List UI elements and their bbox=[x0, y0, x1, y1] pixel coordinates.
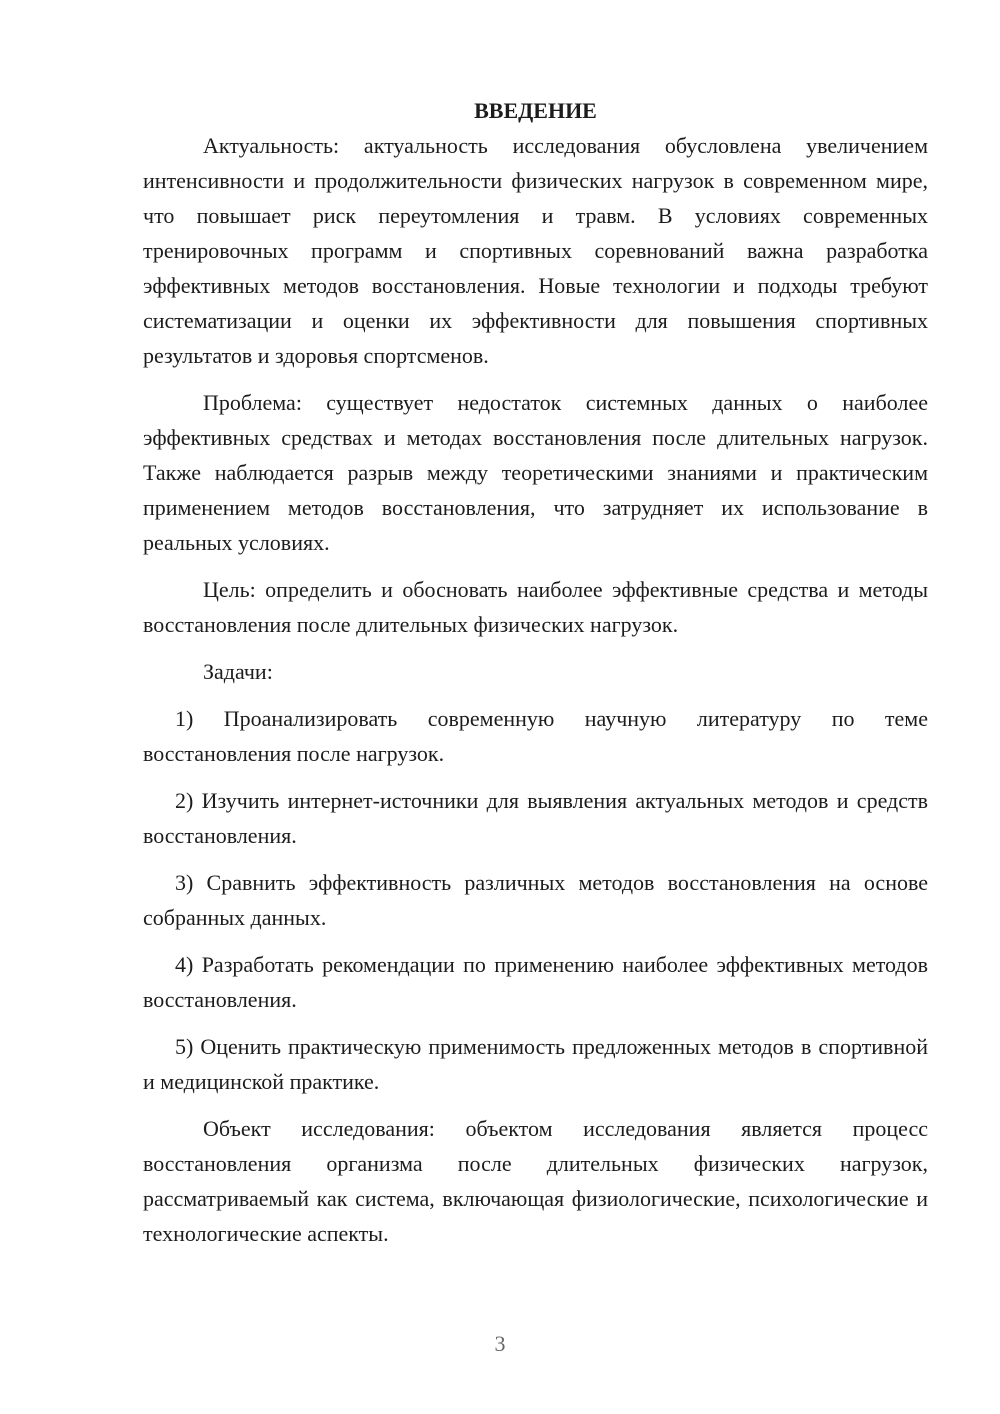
task-item-1: 1) Проанализировать современную научную литературу по теме восстановления после нагрузок. bbox=[143, 706, 928, 766]
task-item-5: 5) Оценить практическую применимость предложенных методов в спортивной и медицинской практике. bbox=[143, 1034, 928, 1094]
problem-paragraph: Проблема: существует недостаток системных данных о наиболее эффективных средствах и методах восстановления после длительных нагрузок. Также наблюдается разрыв между теоретическими знаниями и практическим применением методов восстановления, что затрудняет их использование в реальных условиях. bbox=[143, 390, 928, 555]
section-title: ВВЕДЕНИЕ bbox=[474, 98, 597, 123]
task-item-4: 4) Разработать рекомендации по применению наиболее эффективных методов восстановления. bbox=[143, 952, 928, 1012]
task-item-2: 2) Изучить интернет-источники для выявления актуальных методов и средств восстановления. bbox=[143, 788, 928, 848]
goal-paragraph: Цель: определить и обосновать наиболее эффективные средства и методы восстановления после длительных физических нагрузок. bbox=[143, 577, 928, 637]
object-paragraph: Объект исследования: объектом исследования является процесс восстановления организма после длительных физических нагрузок, рассматриваемый как система, включающая физиологические, психологические и технологические аспекты. bbox=[143, 1116, 928, 1246]
relevance-paragraph: Актуальность: актуальность исследования обусловлена увеличением интенсивности и продолжительности физических нагрузок в современном мире, что повышает риск переутомления и травм. В условиях современных тренировочных программ и спортивных соревнований важна разработка эффективных методов восстановления. Новые технологии и подходы требуют систематизации и оценки их эффективности для повышения спортивных результатов и здоровья спортсменов. bbox=[143, 133, 928, 368]
task-item-3: 3) Сравнить эффективность различных методов восстановления на основе собранных данных. bbox=[143, 870, 928, 930]
page-number: 3 bbox=[494, 1331, 506, 1356]
document-page bbox=[143, 93, 928, 1263]
tasks-label: Задачи: bbox=[203, 659, 273, 684]
